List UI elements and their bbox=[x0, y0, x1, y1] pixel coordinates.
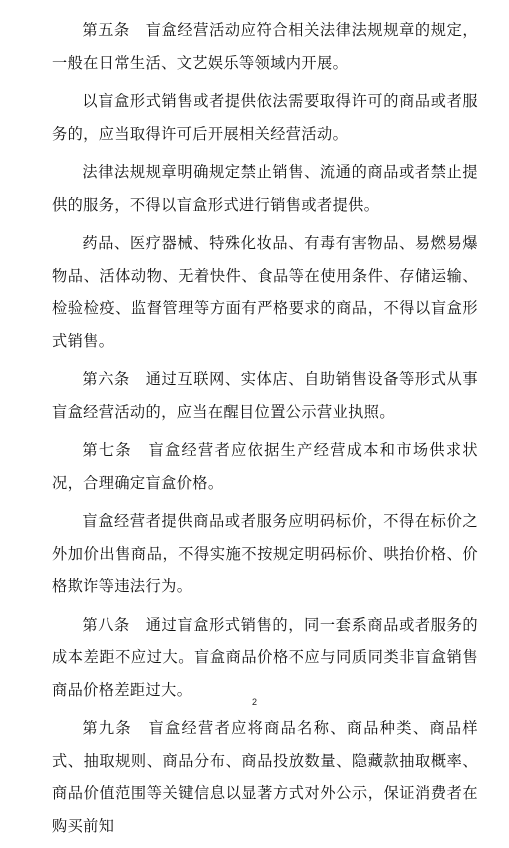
paragraph-article-8: 第八条 通过盲盒形式销售的，同一套系商品或者服务的成本差距不应过大。盲盒商品价格不应与同质同类非盲盒销售商品价格差距过大。 bbox=[52, 615, 478, 699]
paragraph-article-7: 第七条 盲盒经营者应依据生产经营成本和市场供求状况，合理确定盲盒价格。 bbox=[52, 441, 478, 492]
paragraph-price-labeling: 盲盒经营者提供商品或者服务应明码标价，不得在标价之外加价出售商品，不得实施不按规定明码标价、哄抬价格、价格欺诈等违法行为。 bbox=[52, 512, 478, 595]
paragraph-article-6: 第六条 通过互联网、实体店、自助销售设备等形式从事盲盒经营活动的，应当在醒目位置公示营业执照。 bbox=[52, 370, 478, 421]
paragraph-article-9: 第九条 盲盒经营者应将商品名称、商品种类、商品样式、抽取规则、商品分布、商品投放数量、隐藏款抽取概率、商品价值范围等关键信息以显著方式对外公示，保证消费者在购买前知 bbox=[52, 719, 478, 835]
page-number: 2 bbox=[251, 697, 257, 707]
paragraph-restricted-goods-list: 药品、医疗器械、特殊化妆品、有毒有害物品、易燃易爆物品、活体动物、无着快件、食品等在使用条件、存储运输、检验检疫、监督管理等方面有严格要求的商品，不得以盲盒形式销售。 bbox=[52, 234, 478, 350]
paragraph-license-requirement: 以盲盒形式销售或者提供依法需要取得许可的商品或者服务的，应当取得许可后开展相关经营活动。 bbox=[52, 92, 478, 143]
paragraph-prohibited-goods: 法律法规规章明确规定禁止销售、流通的商品或者禁止提供的服务，不得以盲盒形式进行销售或者提供。 bbox=[52, 163, 478, 214]
document-body bbox=[52, 14, 478, 848]
paragraph-article-5: 第五条 盲盒经营活动应符合相关法律法规规章的规定，一般在日常生活、文艺娱乐等领域内开展。 bbox=[52, 21, 478, 72]
